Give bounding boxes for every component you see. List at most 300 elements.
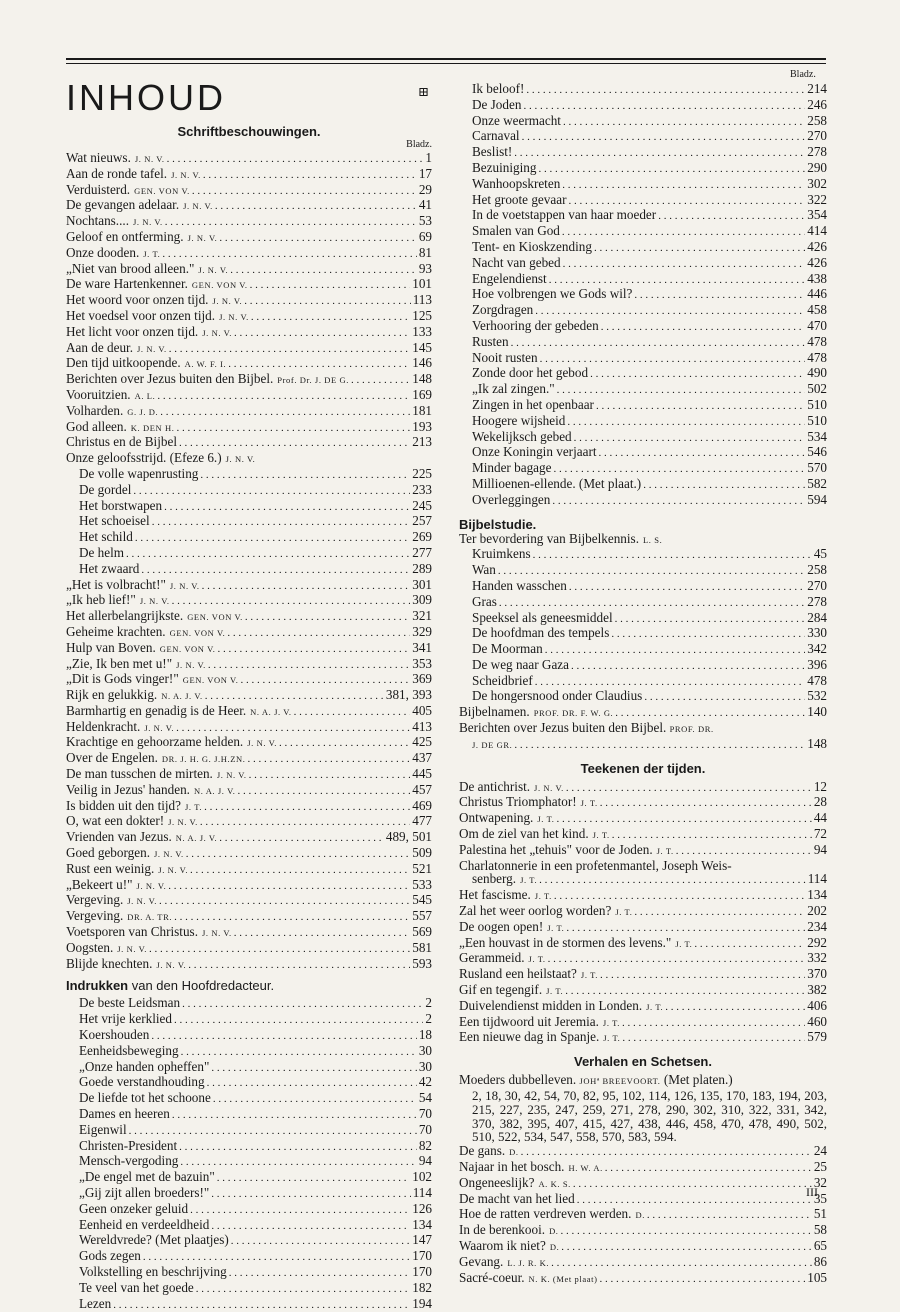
entry-page: 145: [412, 339, 432, 355]
entry-page: 105: [807, 1269, 827, 1285]
toc-entry: [459, 303, 827, 319]
entry-page: 125: [412, 307, 432, 323]
leader-dots: [553, 463, 805, 477]
entry-page: 233: [412, 481, 432, 497]
entry-title: Tent- en Kioskzending: [472, 238, 592, 254]
toc-entry: [66, 1154, 432, 1170]
entry-author: J. N. V.: [219, 311, 249, 322]
leader-dots: [647, 1209, 812, 1223]
entry-title: De hoofdman des tempels: [472, 625, 610, 641]
entry-title: Heldenkracht.: [66, 718, 141, 734]
top-rule: [66, 58, 826, 60]
toc-entry: [459, 1271, 827, 1287]
toc-entry: [459, 999, 827, 1015]
entry-page: 593: [412, 955, 432, 971]
toc-entry: [66, 1297, 432, 1312]
toc-entry: [459, 398, 827, 414]
leader-dots: [565, 985, 805, 999]
entry-title: Rusland een heilstaat?: [459, 966, 577, 982]
entry-title: „Het is volbracht!": [66, 576, 166, 592]
entry-page: 292: [807, 934, 827, 950]
toc-entry: [459, 904, 827, 920]
entry-author: J. T.: [537, 814, 555, 825]
entry-author: J. T.: [185, 801, 203, 812]
leader-dots: [200, 469, 410, 483]
leader-dots: [562, 226, 805, 240]
entry-author: GEN. VON V.: [134, 185, 190, 196]
entry-page: 102: [412, 1169, 432, 1185]
leader-dots: [169, 343, 410, 357]
entry-title: De gans.: [459, 1143, 506, 1159]
entry-page: 353: [412, 655, 432, 671]
entry-page: 147: [412, 1232, 432, 1248]
entry-author: A. K. S.: [538, 1178, 571, 1189]
entry-author: J. N. V.: [176, 659, 206, 670]
toc-entry: [66, 799, 432, 815]
toc-entry: [66, 1060, 432, 1076]
leader-dots: [533, 549, 812, 563]
entry-page: 58: [813, 1222, 827, 1238]
toc-entry: [66, 325, 432, 341]
entry-page: 214: [807, 81, 827, 96]
entries-indrukken-cont: [459, 82, 827, 509]
entry-page: 534: [807, 428, 827, 444]
toc-entry: [459, 843, 827, 859]
entry-title: Wan: [472, 562, 496, 578]
entry-title: „Ik heb lief!": [66, 592, 136, 608]
toc-entry: [459, 129, 827, 145]
entry-page: 2: [425, 995, 432, 1011]
entry-page: 277: [412, 544, 432, 560]
leader-dots: [498, 565, 805, 579]
entry-author: GEN. VON V.: [191, 280, 248, 291]
entry-page: 94: [813, 841, 827, 857]
leader-dots: [244, 295, 410, 309]
entry-title: „Ik zal zingen.": [472, 381, 555, 397]
toc-entry: [459, 689, 827, 705]
entry-page: 301: [412, 576, 432, 592]
entry-page: 478: [807, 333, 827, 349]
toc-entry: [459, 414, 827, 430]
entry-title: Hoe volbrengen we Gods wil?: [472, 286, 633, 302]
entry-title: Over de Engelen.: [66, 750, 158, 766]
entry-page: 469: [412, 797, 432, 813]
toc-entry: [459, 272, 827, 288]
entry-title: Voetsporen van Christus.: [66, 924, 198, 940]
section-schriftbeschouwingen: Schriftbeschouwingen.: [177, 124, 321, 139]
entry-title: Minder bagage: [472, 460, 552, 476]
leader-dots: [152, 516, 411, 530]
toc-entry: [66, 562, 432, 578]
entry-author-cont: J. DE GR.: [472, 739, 513, 750]
leader-dots: [514, 147, 805, 161]
entry-page: 446: [807, 286, 827, 302]
toc-entry: [66, 262, 432, 278]
entry-author: J. T.: [603, 1033, 621, 1044]
entry-title: Ongeneeslijk?: [459, 1174, 535, 1190]
entry-page: 477: [412, 813, 432, 829]
entry-title: Eenheidsbeweging: [79, 1042, 179, 1058]
entry-page: 405: [412, 702, 432, 718]
entry-title: Onze Koningin verjaart: [472, 444, 597, 460]
entry-page: 557: [412, 908, 432, 924]
leader-dots: [540, 353, 806, 367]
leader-dots: [556, 813, 811, 827]
entry-author: H. W. A.: [568, 1163, 603, 1173]
toc-entry: [66, 735, 432, 751]
moeders-pages: 2, 18, 30, 42, 54, 70, 82, 95, 102, 114, 126, 135, 170, 183, 194, 203, 215, 227, 235, 247, 259, 271, 278, 290, 302, 310, 322, 331, 342, 370, 382, 395, 407, 415, 427, 438, 446, 458, 470, 478, 490, 502, 510, 522, 534, 547, 558, 570, 583, 594.: [472, 1088, 827, 1145]
entry-author: G. J. D.: [127, 406, 159, 417]
entry-title: Smalen van God: [472, 223, 560, 239]
toc-entry: [459, 224, 827, 240]
entry-title: Millioenen-ellende. (Met plaat.): [472, 475, 642, 491]
leader-dots: [188, 959, 410, 973]
entry-title: Nochtans....: [66, 213, 129, 229]
entry-author: J. N. V.: [156, 959, 187, 970]
leader-dots: [251, 311, 410, 325]
entry-title: Bezuiniging: [472, 159, 537, 175]
entry-page: 284: [807, 609, 827, 625]
entry-title: Waarom ik niet?: [459, 1237, 546, 1253]
entry-title: De Moorman: [472, 641, 543, 657]
leader-dots: [129, 1125, 417, 1139]
entry-title: Engelendienst: [472, 270, 547, 286]
entry-author: J. N. V.: [136, 880, 167, 891]
entry-page: 17: [418, 165, 432, 181]
toc-entry: [66, 483, 432, 499]
entry-page: 470: [807, 317, 827, 333]
entry-title: De gevangen adelaar.: [66, 197, 180, 213]
entry-title: Oogsten.: [66, 939, 114, 955]
entry-title: Geheime krachten.: [66, 623, 166, 639]
entry-author: PROF. DR.: [669, 724, 714, 735]
entry-title: Wereldvrede? (Met plaatjes): [79, 1232, 229, 1248]
entry-page: 2: [425, 1011, 432, 1027]
entry-title: O, wat een dokter!: [66, 813, 165, 829]
entries-indrukken: [66, 996, 432, 1312]
leader-dots: [172, 595, 411, 609]
entry-page: 148: [412, 371, 432, 387]
toc-entry: [66, 530, 432, 546]
leader-dots: [249, 769, 411, 783]
entry-author: J. N. V.: [171, 169, 201, 180]
toc-entry: [66, 862, 432, 878]
entry-author: JOHª BREEVOORT.: [579, 1076, 661, 1087]
entry-title: Moeders dubbelleven.: [459, 1072, 577, 1088]
entry-page: 25: [813, 1159, 827, 1174]
entry-page: 396: [807, 656, 827, 672]
toc-entry: [66, 578, 432, 594]
leader-dots: [234, 927, 410, 941]
leader-dots: [545, 644, 806, 658]
toc-entry: [66, 625, 432, 641]
entry-title: Nooit rusten: [472, 349, 538, 365]
toc-entry: [66, 514, 432, 530]
wapen-heading: [66, 451, 432, 467]
toc-entry: [459, 382, 827, 398]
entry-author: J. T.: [592, 830, 610, 841]
toc-entry: [459, 1255, 827, 1271]
toc-entry: [66, 1012, 432, 1028]
entry-title: Den tijd uitkoopende.: [66, 355, 181, 371]
entry-author: D.: [509, 1147, 519, 1158]
section-indrukken-rest: van den Hoofdredacteur.: [128, 978, 275, 994]
toc-entry: [459, 780, 827, 796]
entry-page: 509: [412, 845, 432, 861]
leader-dots: [557, 384, 806, 398]
leader-dots: [250, 279, 411, 293]
entry-title: Ontwapening.: [459, 810, 534, 826]
entry-page: 24: [813, 1143, 827, 1159]
entry-author: J. N. V.: [212, 296, 243, 307]
entry-page: 53: [418, 213, 432, 229]
toc-entry: [66, 356, 432, 372]
entry-title: Veilig in Jezus' handen.: [66, 781, 190, 797]
entry-page: 65: [813, 1237, 827, 1253]
leader-dots: [571, 660, 805, 674]
toc-entry: [66, 404, 432, 420]
entry-author: N. A. J. V.: [250, 706, 292, 717]
entry-title: Het vrije kerklied: [79, 1011, 173, 1027]
entry-title: Najaar in het bosch.: [459, 1159, 565, 1174]
entry-page: 370: [807, 966, 827, 982]
entry-author: N. A. J. V.: [175, 833, 218, 844]
toc-entry: [66, 341, 432, 357]
toc-entry: [459, 287, 827, 303]
entry-author: J. T.: [580, 798, 598, 809]
entry-title: Het woord voor onzen tijd.: [66, 292, 209, 308]
leader-dots: [535, 676, 805, 690]
entry-title: Eigenwil: [79, 1121, 127, 1137]
toc-entry: [66, 1218, 432, 1234]
entry-page: 322: [807, 191, 827, 207]
leader-dots: [202, 580, 411, 594]
toc-entry: [66, 657, 432, 673]
entry-page: 72: [813, 826, 827, 842]
entry-page: 54: [418, 1090, 432, 1106]
toc-entry: [459, 967, 827, 983]
entry-title: Nacht van gebed: [472, 254, 561, 270]
entries-teekenen-2: [459, 888, 827, 1046]
entry-page: 458: [807, 302, 827, 318]
entry-page: 114: [412, 1185, 432, 1200]
entry-title: „De engel met de bazuin": [79, 1169, 215, 1185]
leader-dots: [611, 628, 805, 642]
entry-title: „Een houvast in de stormen des levens.": [459, 934, 672, 950]
entry-page: 570: [807, 460, 827, 476]
toc-entry: [459, 983, 827, 999]
entry-page: 134: [412, 1216, 432, 1232]
entry-note: (Met platen.): [663, 1072, 733, 1088]
entry-page: 30: [418, 1058, 432, 1074]
right-column: [459, 82, 827, 1286]
leader-dots: [160, 406, 410, 420]
charlatonnerie-entry: [459, 859, 827, 889]
leader-dots: [566, 922, 805, 936]
entry-page: 146: [412, 355, 432, 371]
entry-author: GEN. VON V.: [182, 675, 239, 686]
leader-dots: [577, 1194, 812, 1208]
entry-title: Wat nieuws.: [66, 150, 131, 165]
entry-author: A. L.: [134, 390, 156, 401]
entry-title: Gras: [472, 593, 497, 609]
entry-page: 569: [412, 924, 432, 940]
entry-page: 258: [807, 112, 827, 128]
leader-dots: [149, 943, 410, 957]
toc-entry: [66, 957, 432, 973]
leader-dots: [157, 390, 410, 404]
toc-entry: [459, 1144, 827, 1160]
entry-page: 289: [412, 560, 432, 576]
entry-author: L. J. R. K.: [507, 1257, 550, 1268]
toc-entry: [459, 256, 827, 272]
leader-dots: [600, 797, 812, 811]
entry-page: 246: [807, 96, 827, 112]
toc-entry: [459, 1192, 827, 1208]
toc-entry: [66, 688, 432, 704]
entry-page: 202: [807, 903, 827, 919]
entry-page: 169: [412, 386, 432, 402]
entry-title: De hongersnood onder Claudius: [472, 688, 643, 704]
entry-page: 225: [412, 465, 432, 481]
entry-title: Rusten: [472, 333, 509, 349]
entry-title: Onze geloofsstrijd. (Efeze 6.): [66, 450, 222, 466]
entry-author: J. T.: [656, 845, 674, 856]
entry-title: In de berenkooi.: [459, 1222, 546, 1238]
leader-dots: [179, 1141, 417, 1155]
toc-entry: [66, 767, 432, 783]
toc-entry: [66, 1265, 432, 1281]
entry-author: J. T.: [528, 954, 546, 965]
leader-dots: [615, 613, 806, 627]
leader-dots: [514, 739, 805, 753]
entry-page: 309: [412, 592, 432, 608]
leader-dots: [594, 242, 805, 256]
entry-author: J. N. V.: [133, 217, 163, 228]
entry-title: „Zie, Ik ben met u!": [66, 655, 173, 671]
leader-dots: [523, 100, 805, 114]
leader-dots: [549, 274, 806, 288]
entries-schrift-2: [66, 578, 432, 973]
entry-page: 69: [418, 228, 432, 244]
entry-page: 270: [807, 128, 827, 144]
toc-entry: [66, 996, 432, 1012]
leader-dots: [176, 722, 410, 736]
leader-dots: [176, 422, 410, 436]
leader-dots: [596, 400, 805, 414]
entry-title: Barmhartig en genadig is de Heer.: [66, 702, 247, 718]
entry-title: Gerammeid.: [459, 950, 525, 966]
entry-page: 30: [418, 1042, 432, 1058]
entry-title: Krachtige en gehoorzame helden.: [66, 734, 244, 750]
entry-author: J. N. V.: [137, 343, 167, 354]
leader-dots: [215, 200, 417, 214]
leader-dots: [213, 1093, 417, 1107]
section-bijbelstudie: Bijbelstudie.: [459, 516, 537, 532]
entry-page: 329: [412, 623, 432, 639]
toc-entry: [66, 372, 432, 388]
entry-title: Het voedsel voor onzen tijd.: [66, 307, 216, 323]
entry-page: 438: [807, 270, 827, 286]
entry-page: 330: [807, 625, 827, 641]
entry-page: 341: [412, 639, 432, 655]
entry-page: 170: [412, 1248, 432, 1264]
toc-entry: [66, 641, 432, 657]
entry-page: 41: [418, 197, 432, 213]
toc-entry: [459, 827, 827, 843]
entry-author: DR. A. TR.: [127, 912, 173, 923]
entry-page: 354: [807, 207, 827, 223]
entry-title: „Dit is Gods vinger!": [66, 671, 179, 687]
leader-dots: [554, 890, 805, 904]
toc-entry: [459, 936, 827, 952]
toc-entry: [66, 1186, 432, 1202]
leader-dots: [174, 1014, 423, 1028]
entry-page: 193: [412, 418, 432, 434]
leader-dots: [113, 1299, 410, 1312]
toc-entry: [66, 941, 432, 957]
entry-title: De antichrist.: [459, 778, 531, 794]
leader-dots: [615, 707, 805, 721]
entry-page: 1: [425, 150, 432, 165]
entry-author: J. N. V.: [183, 201, 213, 212]
bijbelnamen-entry: [459, 705, 827, 721]
entry-page: 490: [807, 365, 827, 381]
entry-title: Speeksel als geneesmiddel: [472, 609, 613, 625]
entry-title: Duivelendienst midden in Londen.: [459, 997, 643, 1013]
entry-title: Overleggingen: [472, 491, 551, 507]
leader-dots: [599, 447, 806, 461]
leader-dots: [622, 1032, 805, 1046]
entry-page: 545: [412, 892, 432, 908]
entry-title: Het allerbelangrijkste.: [66, 608, 184, 624]
entry-title: Onze weermacht: [472, 112, 561, 128]
entry-title: Vergeving.: [66, 908, 124, 924]
toc-entry: [66, 309, 432, 325]
leader-dots: [219, 232, 416, 246]
entry-title: „Gij zijt allen broeders!": [79, 1185, 210, 1200]
toc-entry: [459, 1176, 827, 1192]
entry-author: PROF. DR. F. W. G.: [533, 708, 614, 719]
leader-dots: [240, 674, 410, 688]
entry-page: 32: [813, 1174, 827, 1190]
leader-dots: [548, 953, 806, 967]
leader-dots: [141, 564, 410, 578]
top-rule-thin: [66, 63, 826, 64]
entry-author: J. T.: [547, 922, 565, 933]
entry-title: Koershouden: [79, 1027, 150, 1043]
leader-dots: [535, 305, 805, 319]
entry-page: 426: [807, 238, 827, 254]
entry-page: 257: [412, 513, 432, 529]
entry-author: J. N. V.: [216, 770, 247, 781]
entry-page: 182: [412, 1279, 432, 1295]
entry-page: 342: [807, 641, 827, 657]
leader-dots: [279, 737, 410, 751]
toc-entry: [459, 1223, 827, 1239]
entry-page: 194: [412, 1295, 432, 1311]
toc-entry: [66, 1202, 432, 1218]
toc-entry: [66, 609, 432, 625]
entry-title: De macht van het lied: [459, 1190, 575, 1206]
toc-entry: [459, 82, 827, 98]
leader-dots: [192, 185, 417, 199]
toc-entry: [459, 366, 827, 382]
toc-entry: [66, 183, 432, 199]
leader-dots: [190, 1204, 410, 1218]
entry-page: 425: [412, 734, 432, 750]
toc-entry: [459, 177, 827, 193]
